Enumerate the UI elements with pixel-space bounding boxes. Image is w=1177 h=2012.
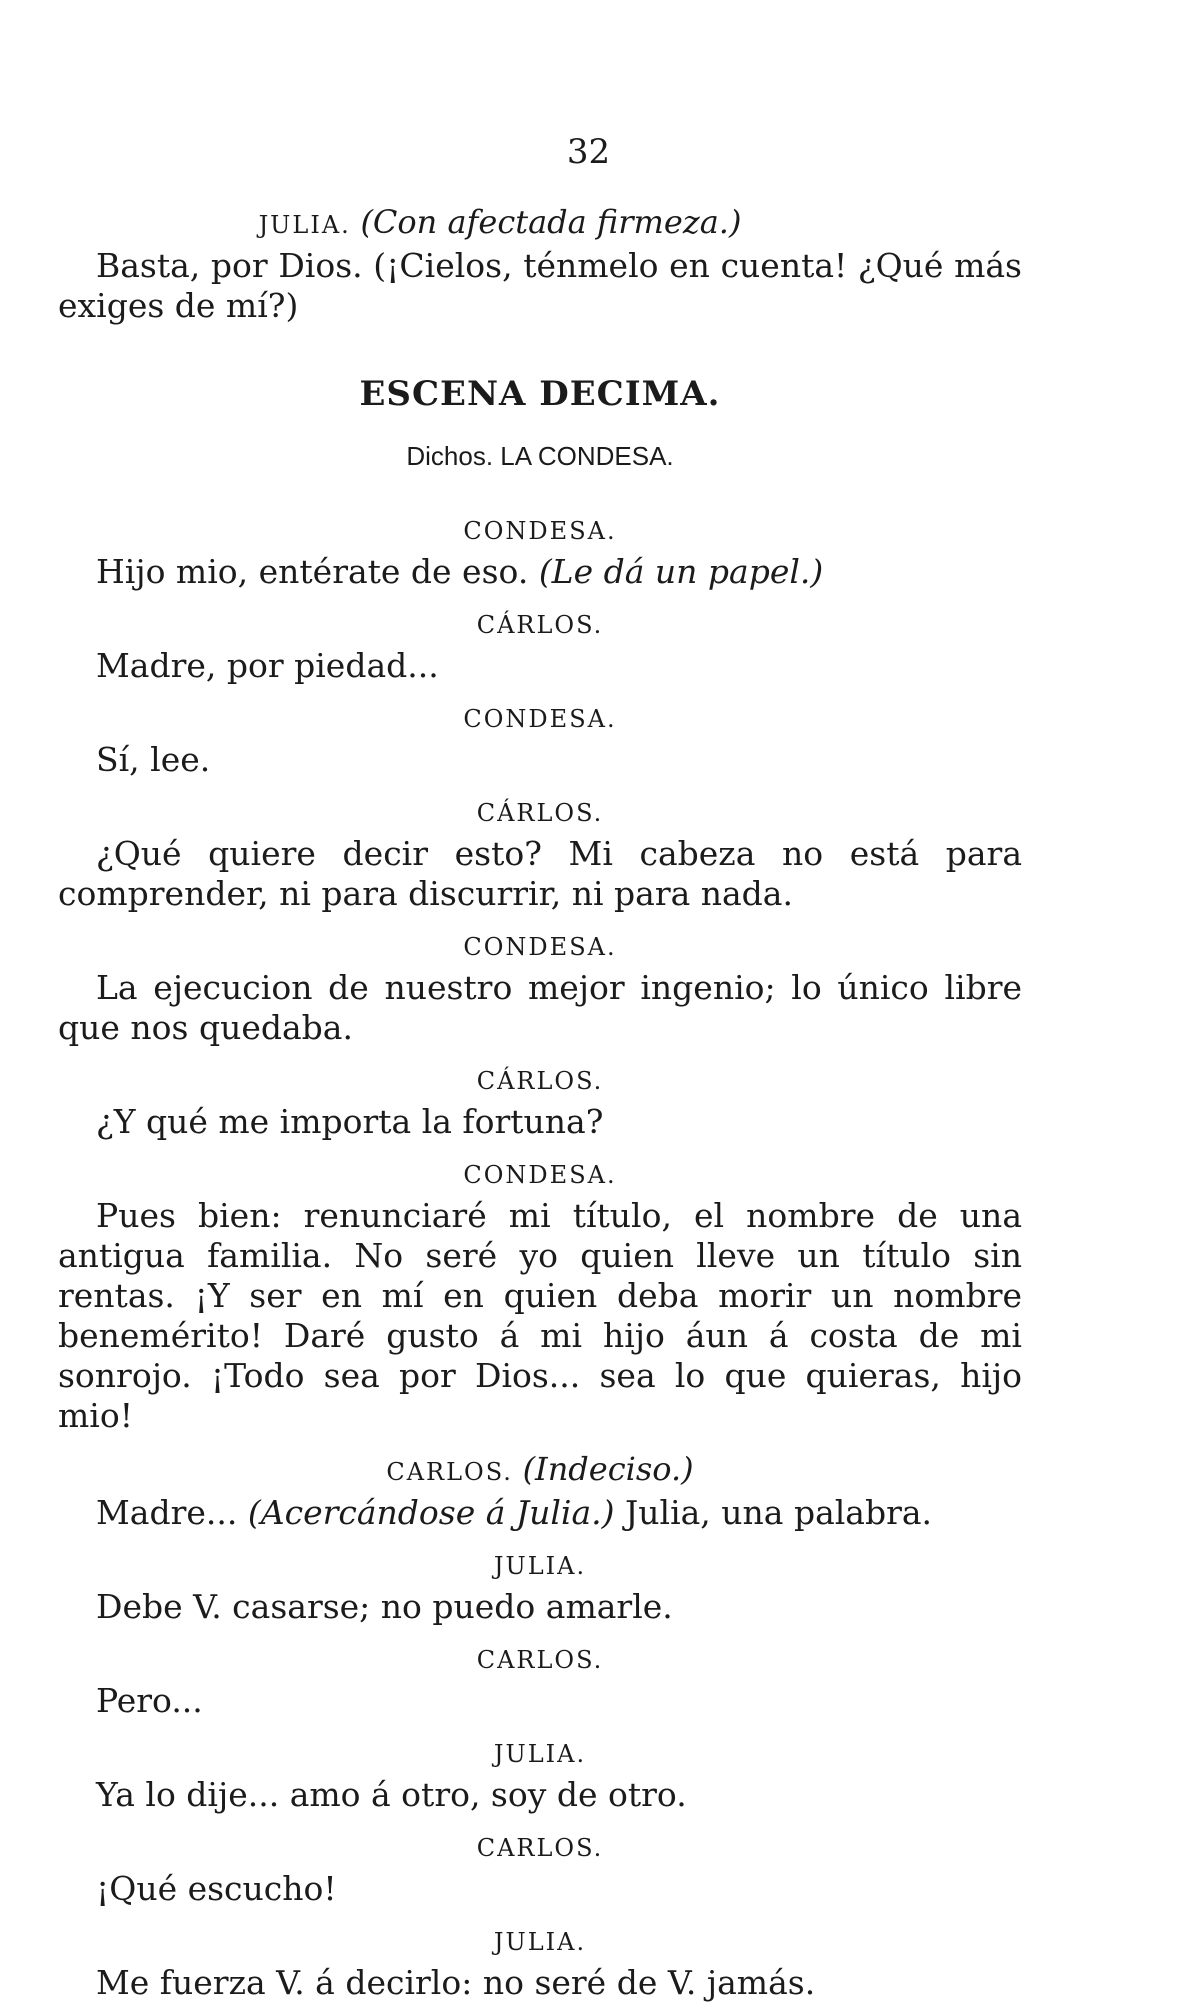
speaker-label: CONDESA. — [463, 933, 617, 961]
speaker-name — [58, 930, 1022, 964]
speaker-name — [58, 514, 1022, 548]
speaker-label: JULIA. — [493, 1740, 587, 1768]
speaker-name — [58, 1737, 1022, 1771]
speaker-label: CARLOS. — [476, 1646, 604, 1674]
dialogue-line — [58, 1493, 1022, 1533]
dialogue-line: Pues bien: renunciaré mi título, el nombre de una antigua familia. No seré yo quien lleve un título sin rentas. ¡Y ser en mí en quien deba morir un nombre benemérito! Daré gusto á mi hijo áun á costa de mi sonrojo. ¡Todo sea por Dios... sea lo que quieras, hijo mio! — [58, 1196, 1022, 1435]
dialogue-line: Pero... — [96, 1681, 203, 1720]
speaker-name — [58, 1831, 1022, 1865]
stage-direction: (Acercándose á Julia.) — [247, 1493, 615, 1532]
speaker-label: CONDESA. — [463, 1161, 617, 1189]
dialogue-line: ¡Qué escucho! — [96, 1869, 337, 1908]
dialogue-text: Julia, una palabra. — [625, 1493, 933, 1532]
dialogue-line: Me fuerza V. á decirlo: no seré de V. jamás. — [96, 1963, 816, 2002]
speaker-label: CÁRLOS. — [476, 611, 604, 639]
dialogue-line: ¿Qué quiere decir esto? Mi cabeza no está para comprender, ni para discurrir, ni para nada. — [58, 834, 1022, 913]
scene-title: ESCENA DECIMA. — [359, 374, 721, 414]
stage-direction: (Le dá un papel.) — [538, 552, 824, 591]
speaker-name — [58, 1549, 1022, 1583]
speaker-name — [58, 205, 1022, 242]
speaker-label: CARLOS. — [476, 1834, 604, 1862]
dialogue-line — [58, 552, 1022, 592]
speaker-label: CÁRLOS. — [476, 1067, 604, 1095]
scene-characters: Dichos. LA CONDESA. — [406, 441, 674, 471]
speaker-name — [58, 796, 1022, 830]
speaker-label: JULIA. — [493, 1928, 587, 1956]
speaker-label: JULIA. — [258, 211, 351, 239]
stage-direction: (Con afectada firmeza.) — [360, 203, 742, 241]
stage-direction: (Indeciso.) — [522, 1450, 694, 1488]
speaker-name — [58, 1064, 1022, 1098]
dialogue-line: La ejecucion de nuestro mejor ingenio; lo único libre que nos quedaba. — [58, 968, 1022, 1047]
dialogue-line: Sí, lee. — [96, 740, 211, 779]
dialogue-text: Hijo mio, entérate de eso. — [96, 552, 529, 591]
speaker-label: JULIA. — [493, 1552, 587, 1580]
dialogue-line: Basta, por Dios. (¡Cielos, ténmelo en cuenta! ¿Qué más exiges de mí?) — [58, 246, 1022, 325]
dialogue-line: ¿Y qué me importa la fortuna? — [96, 1102, 604, 1141]
dialogue-text: Madre... — [96, 1493, 238, 1532]
speaker-label: CONDESA. — [463, 705, 617, 733]
speaker-name — [58, 1643, 1022, 1677]
speaker-name — [58, 1452, 1022, 1489]
speaker-label: CÁRLOS. — [476, 799, 604, 827]
page-body — [58, 205, 1022, 2003]
page-number: 32 — [566, 132, 611, 172]
speaker-name — [58, 1925, 1022, 1959]
speaker-name — [58, 1158, 1022, 1192]
dialogue-line: Ya lo dije... amo á otro, soy de otro. — [96, 1775, 687, 1814]
speaker-label: CONDESA. — [463, 517, 617, 545]
speaker-name — [58, 608, 1022, 642]
dialogue-line: Debe V. casarse; no puedo amarle. — [96, 1587, 673, 1626]
speaker-label: CARLOS. — [386, 1458, 513, 1486]
dialogue-line: Madre, por piedad... — [96, 646, 439, 685]
speaker-name — [58, 702, 1022, 736]
